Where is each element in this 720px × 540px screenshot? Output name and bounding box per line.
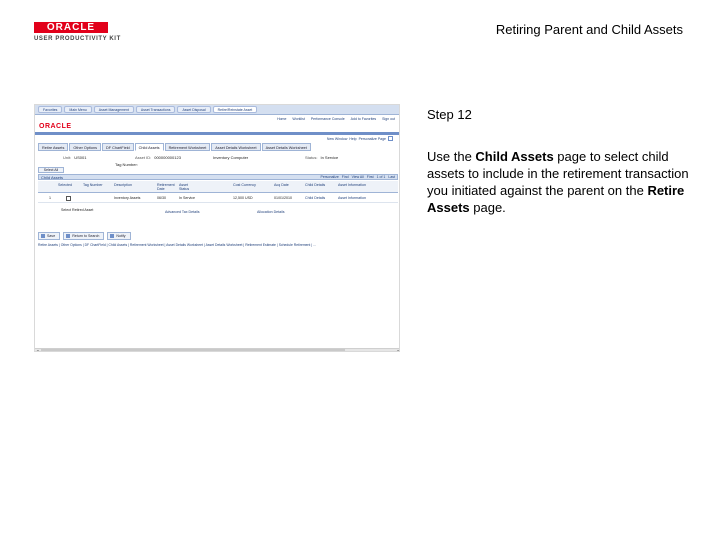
row-status: In Service: [179, 196, 195, 200]
row-retirement: 06/30: [157, 196, 166, 200]
asset-id-field: Asset ID: 000000000123: [135, 155, 181, 160]
advanced-tax-details-link[interactable]: Advanced Tax Details: [165, 210, 200, 214]
portal-tab-retire-reinstate[interactable]: Retire/Reinstate Asset: [213, 106, 258, 113]
portal-tab-favorites[interactable]: Favorites: [38, 106, 62, 113]
col-retirement-date: Retirement Date: [157, 183, 175, 191]
tag-number-label: Tag Number:: [115, 162, 138, 167]
menu-add-favorites[interactable]: Add to Favorites: [350, 117, 377, 121]
grid-footer-links: [35, 205, 400, 215]
child-assets-emphasis: Child Assets: [475, 149, 554, 164]
menu-sign-out[interactable]: Sign out: [382, 117, 395, 121]
help-link[interactable]: Help: [349, 136, 357, 141]
grid-title: Child Assets: [41, 175, 64, 180]
grid-personalize-link[interactable]: Personalize: [320, 175, 339, 179]
col-description: Description: [114, 183, 132, 187]
portal-tab-asset-transactions[interactable]: Asset Transactions: [136, 106, 176, 113]
grid-row-counter: 1 of 1: [376, 175, 386, 179]
scroll-right-icon[interactable]: ▸: [397, 348, 400, 352]
page-tabs: [38, 143, 311, 151]
personalize-page-link[interactable]: Personalize Page: [358, 136, 386, 141]
portal-tab-main-menu[interactable]: Main Menu: [64, 106, 91, 113]
unit-field: Unit: US001: [63, 155, 87, 160]
grid-view-all-link[interactable]: View All: [351, 175, 364, 179]
page-help-icon[interactable]: [388, 136, 393, 141]
menu-worklist[interactable]: Worklist: [292, 117, 305, 121]
select-all-button[interactable]: Select All: [38, 167, 64, 173]
app-oracle-logo: ORACLE: [39, 123, 72, 130]
tab-other-options[interactable]: Other Options: [69, 143, 101, 151]
step-title: Step 12: [427, 107, 472, 122]
portal-menu: [35, 116, 400, 123]
col-asset-status: Asset Status: [179, 183, 190, 191]
menu-home[interactable]: Home: [277, 117, 287, 121]
oracle-upk-logo: [34, 22, 124, 43]
selected-checkbox[interactable]: [66, 196, 71, 201]
page-links: [327, 136, 393, 141]
application-screenshot: [34, 104, 400, 352]
page-nav-links[interactable]: Retire Assets | Other Options | DF ChartField | Child Assets | Retirement Worksheet | Asset Details Worksheet | Asset Details Worksheet | Retirement Estimate | Schedule Retirement | ...: [38, 243, 316, 247]
notify-icon: [110, 234, 114, 238]
asset-header-fields: [35, 153, 400, 173]
tab-asset-details-worksheet[interactable]: Asset Details Worksheet: [211, 143, 260, 151]
allocation-details-link[interactable]: Allocation Details: [257, 210, 285, 214]
notify-button[interactable]: Notify: [107, 232, 130, 240]
col-child-details: Child Details: [305, 183, 326, 187]
asset-information-link[interactable]: Asset Information: [338, 196, 366, 200]
scroll-left-icon[interactable]: ◂: [36, 348, 39, 352]
header-divider: [35, 132, 400, 135]
row-description: Inventory Assets: [114, 196, 141, 200]
tab-asset-details-worksheet-2[interactable]: Asset Details Worksheet: [262, 143, 311, 151]
save-button[interactable]: Save: [38, 232, 60, 240]
grid-column-headers: [38, 181, 398, 193]
oracle-logo-mark: ORACLE: [34, 22, 108, 33]
tab-retirement-worksheet[interactable]: Retirement Worksheet: [165, 143, 211, 151]
action-buttons: [38, 232, 131, 240]
status-field: Status: In Service: [305, 155, 339, 160]
col-selected: Selected: [58, 183, 72, 187]
tab-retire-assets[interactable]: Retire Assets: [38, 143, 68, 151]
instruction-text: Use the Child Assets page to select child assets to include in the retirement transaction you initiated against the parent on the Retire Assets page.: [427, 149, 689, 215]
table-row: [38, 194, 398, 203]
row-acq-date: 01/01/2010: [274, 196, 292, 200]
return-to-search-button[interactable]: Return to Search: [63, 232, 104, 240]
portal-breadcrumb-bar: [35, 105, 400, 115]
row-cost: 12,500 USD: [233, 196, 253, 200]
row-number: 1: [49, 196, 51, 200]
horizontal-scrollbar[interactable]: [35, 348, 400, 352]
portal-tab-asset-management[interactable]: Asset Management: [94, 106, 134, 113]
menu-performance-console[interactable]: Performance Console: [310, 117, 345, 121]
grid-find-link[interactable]: Find: [341, 175, 349, 179]
col-asset-information: Asset Information: [338, 183, 366, 187]
save-icon: [41, 234, 45, 238]
child-assets-grid-header: [38, 174, 398, 180]
asset-description: Inventory Computer: [213, 155, 249, 160]
grid-navigation: [320, 175, 395, 180]
child-details-link[interactable]: Child Details: [305, 196, 326, 200]
tab-df-chartfield[interactable]: DF ChartField: [102, 143, 134, 151]
scrollbar-thumb[interactable]: [41, 349, 345, 352]
col-tag-number: Tag Number: [83, 183, 103, 187]
grid-first-link[interactable]: First: [366, 175, 374, 179]
select-retired-asset-note: Select Retired Asset: [61, 208, 94, 212]
deck-title: Retiring Parent and Child Assets: [495, 22, 683, 37]
upk-logo-text: USER PRODUCTIVITY KIT: [34, 36, 121, 42]
grid-last-link[interactable]: Last: [388, 175, 395, 179]
portal-tab-asset-disposal[interactable]: Asset Disposal: [177, 106, 210, 113]
col-acq-date: Acq Date: [274, 183, 289, 187]
tab-child-assets[interactable]: Child Assets: [135, 143, 164, 151]
retire-assets-emphasis: Retire Assets: [427, 183, 685, 215]
new-window-link[interactable]: New Window: [326, 136, 348, 141]
col-cost-currency: Cost Currency: [233, 183, 256, 187]
return-icon: [66, 234, 70, 238]
